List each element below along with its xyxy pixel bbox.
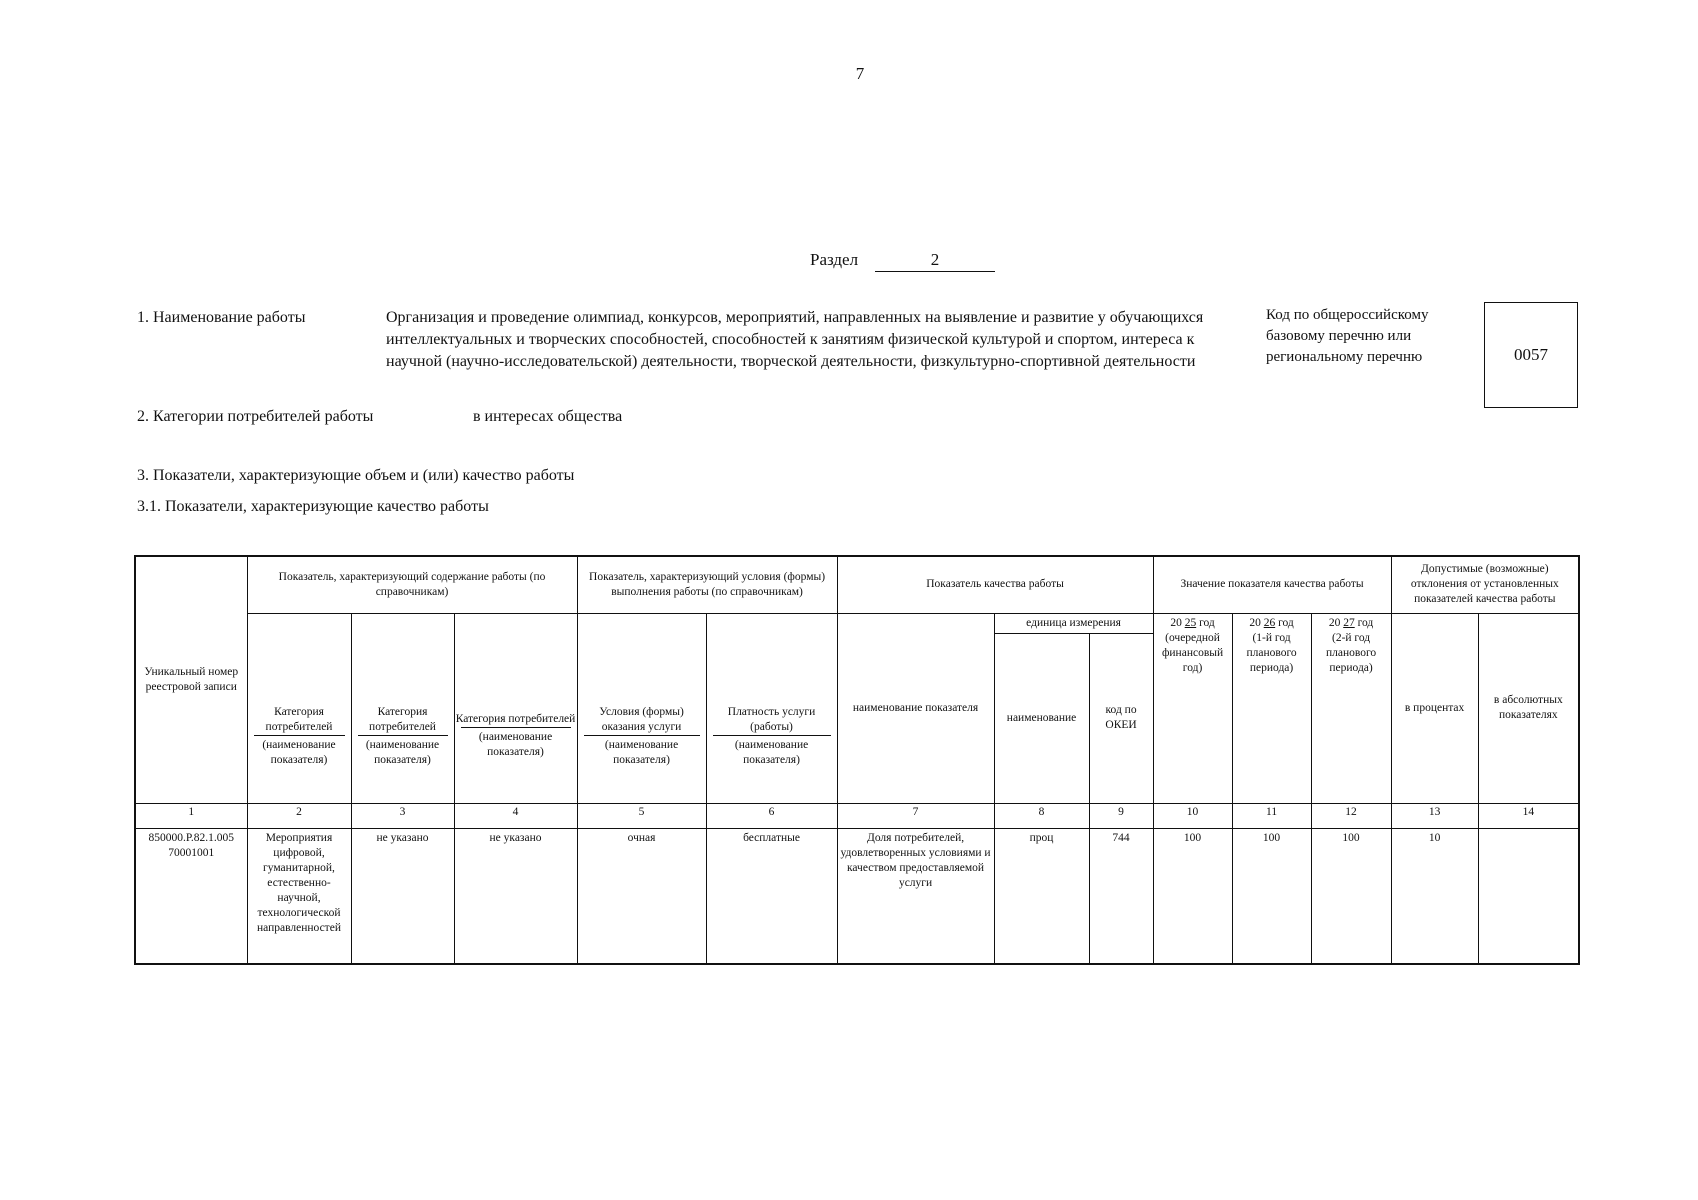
- cell-okei: 744: [1089, 828, 1153, 964]
- quality-table: [134, 555, 1580, 965]
- cell-percent: 10: [1391, 828, 1478, 964]
- cell-year-2: 100: [1232, 828, 1311, 964]
- header-service-form: [577, 613, 706, 803]
- header-year-3: [1311, 613, 1391, 803]
- cell-absolute: [1478, 828, 1579, 964]
- column-number-cell: 2: [247, 803, 351, 828]
- header-quality-value: Значение показателя качества работы: [1153, 556, 1391, 613]
- header-year-3-note: (2-й год планового периода): [1325, 631, 1377, 674]
- code-box: 0057: [1484, 302, 1578, 408]
- cell-payment: бесплатные: [706, 828, 837, 964]
- header-category-3-sub: (наименование показателя): [461, 727, 571, 760]
- year-2-suffix: год: [1278, 616, 1294, 629]
- header-service-form-title: Условия (формы) оказания услуги: [599, 705, 684, 733]
- year-1-value: 25: [1184, 616, 1197, 629]
- column-number-cell: 5: [577, 803, 706, 828]
- cell-year-3: 100: [1311, 828, 1391, 964]
- header-year-2: [1232, 613, 1311, 803]
- header-quality-indicator: Показатель качества работы: [837, 556, 1153, 613]
- section-label: Раздел: [810, 250, 859, 269]
- header-year-2-note: (1-й год планового периода): [1246, 631, 1297, 674]
- column-number-cell: 8: [994, 803, 1089, 828]
- cell-service-form: очная: [577, 828, 706, 964]
- year-2-value: 26: [1263, 616, 1276, 629]
- column-number-cell: 10: [1153, 803, 1232, 828]
- column-number-cell: 14: [1478, 803, 1579, 828]
- header-content-indicator: Показатель, характеризующий содержание работы (по справочникам): [247, 556, 577, 613]
- work-name-value: Организация и проведение олимпиад, конкурсов, мероприятий, направленных на выявление и развитие у обучающихся интеллектуальных и творческих способностей, способностей к занятиям физической культурой и спортом, интереса к научной (научно-исследовательской) деятельности, творческой деятельности, физкультурно-спортивной деятельности: [386, 309, 1204, 370]
- header-payment-title: Платность услуги (работы): [727, 705, 816, 733]
- header-unit-name: наименование: [994, 633, 1089, 803]
- header-percent: в процентах: [1391, 613, 1478, 803]
- cell-category-3: не указано: [454, 828, 577, 964]
- cell-unique-number: 850000.Р.82.1.005 70001001: [135, 828, 247, 964]
- heading-volume-quality: 3. Показатели, характеризующие объем и (или) качество работы: [137, 467, 575, 484]
- cell-category-2: не указано: [351, 828, 454, 964]
- column-number-cell: 13: [1391, 803, 1478, 828]
- header-payment: [706, 613, 837, 803]
- column-number-cell: 3: [351, 803, 454, 828]
- column-number-cell: 1: [135, 803, 247, 828]
- column-numbers-row: [135, 803, 1579, 828]
- cell-year-1: 100: [1153, 828, 1232, 964]
- header-category-1-sub: (наименование показателя): [254, 735, 345, 768]
- column-number-cell: 12: [1311, 803, 1391, 828]
- column-number-cell: 11: [1232, 803, 1311, 828]
- column-number-cell: 4: [454, 803, 577, 828]
- header-deviation: Допустимые (возможные) отклонения от установленных показателей качества работы: [1391, 556, 1579, 613]
- header-service-form-sub: (наименование показателя): [584, 735, 700, 768]
- header-category-1: [247, 613, 351, 803]
- table-row: [135, 828, 1579, 964]
- column-number-cell: 9: [1089, 803, 1153, 828]
- header-category-3-title: Категория потребителей: [455, 713, 576, 725]
- header-category-2-title: Категория потребителей: [369, 705, 436, 733]
- year-3-prefix: 20: [1328, 616, 1341, 629]
- header-indicator-name: наименование показателя: [837, 613, 994, 803]
- page-number: 7: [855, 64, 865, 83]
- work-name-label: 1. Наименование работы: [137, 309, 306, 326]
- year-3-value: 27: [1343, 616, 1355, 629]
- header-absolute: в абсолютных показателях: [1478, 613, 1579, 803]
- header-category-2-sub: (наименование показателя): [358, 735, 448, 768]
- cell-category-1: Мероприятия цифровой, гуманитарной, естественно-научной, технологической направленностей: [247, 828, 351, 964]
- header-unit: единица измерения: [994, 613, 1153, 633]
- header-category-2: [351, 613, 454, 803]
- header-payment-sub: (наименование показателя): [713, 735, 831, 768]
- code-label: Код по общероссийскому базовому перечню или региональному перечню: [1266, 307, 1429, 365]
- column-number-cell: 6: [706, 803, 837, 828]
- consumers-label: 2. Категории потребителей работы: [137, 408, 374, 425]
- header-unit-code: код по ОКЕИ: [1089, 633, 1153, 803]
- header-year-1: [1153, 613, 1232, 803]
- header-category-3: [454, 613, 577, 803]
- header-unique-number: Уникальный номер реестровой записи: [135, 556, 247, 803]
- header-conditions-indicator: Показатель, характеризующий условия (формы) выполнения работы (по справочникам): [577, 556, 837, 613]
- year-3-suffix: год: [1357, 616, 1374, 629]
- header-year-1-line: [1156, 616, 1230, 631]
- header-year-1-note: (очередной финансовый год): [1161, 631, 1224, 674]
- header-category-1-title: Категория потребителей: [265, 705, 333, 733]
- header-year-3-line: [1314, 616, 1389, 631]
- cell-unit: проц: [994, 828, 1089, 964]
- heading-quality: 3.1. Показатели, характеризующие качество работы: [137, 498, 489, 515]
- cell-indicator: Доля потребителей, удовлетворенных условиями и качеством предоставляемой услуги: [837, 828, 994, 964]
- consumers-value: в интересах общества: [473, 408, 623, 425]
- year-2-prefix: 20: [1249, 616, 1261, 629]
- year-1-suffix: год: [1199, 616, 1215, 629]
- year-1-prefix: 20: [1170, 616, 1182, 629]
- column-number-cell: 7: [837, 803, 994, 828]
- header-year-2-line: [1235, 616, 1309, 631]
- section-number: 2: [875, 249, 995, 272]
